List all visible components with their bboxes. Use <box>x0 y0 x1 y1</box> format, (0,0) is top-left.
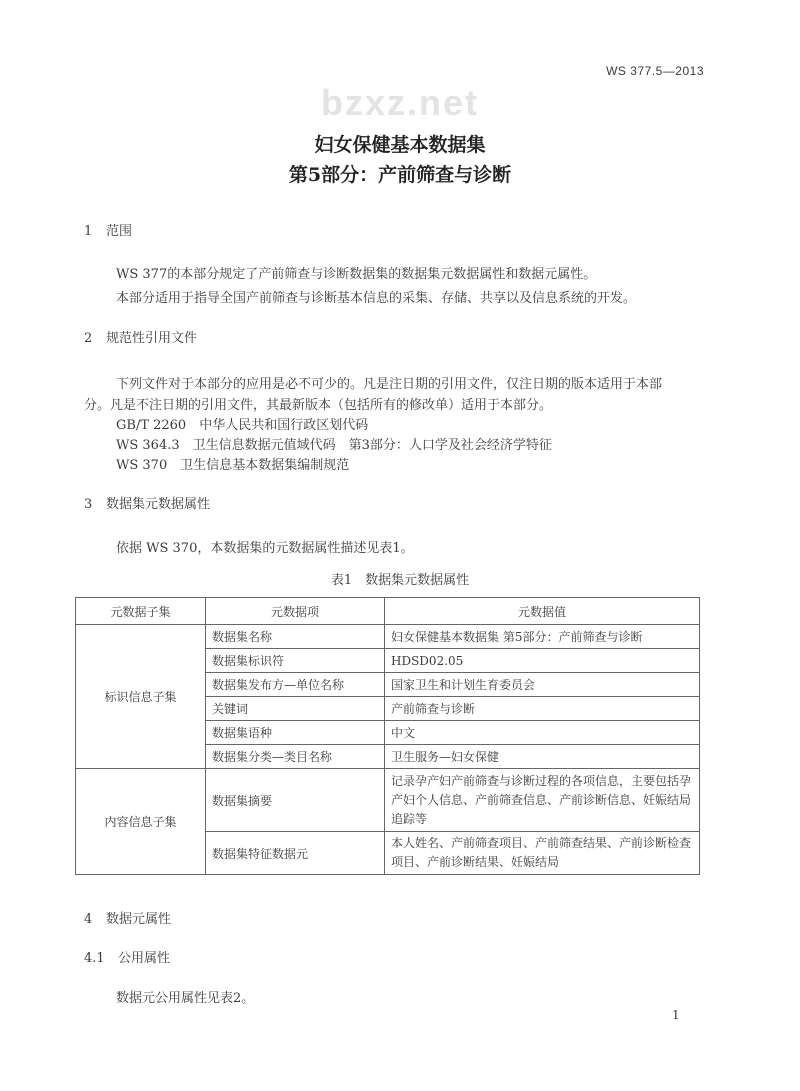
doc-subtitle: 第5部分：产前筛查与诊断 <box>288 164 512 186</box>
item-cell: 关键词 <box>206 697 385 721</box>
section-title: 规范性引用文件 <box>106 331 198 346</box>
section-title: 公用属性 <box>118 951 171 966</box>
section-number: 4.1 <box>84 951 105 966</box>
value-cell: HDSD02.05 <box>385 649 700 673</box>
section-2-heading <box>84 327 197 346</box>
paragraph: WS 377的本部分规定了产前筛查与诊断数据集的数据集元数据属性和数据元属性。 <box>116 267 597 282</box>
column-header: 元数据值 <box>385 598 700 625</box>
paragraph: 数据元公用属性见表2。 <box>116 991 255 1006</box>
reference-item: WS 364.3 卫生信息数据元值域代码 第3部分：人口学及社会经济学特征 <box>116 438 552 453</box>
table-row <box>76 625 700 649</box>
section-title: 数据集元数据属性 <box>106 497 211 512</box>
value-cell: 国家卫生和计划生育委员会 <box>385 673 700 697</box>
column-header: 元数据子集 <box>76 598 206 625</box>
section-title: 范围 <box>106 224 133 239</box>
value-cell: 记录孕产妇产前筛查与诊断过程的各项信息，主要包括孕产妇个人信息、产前筛查信息、产前诊断信息、妊娠结局追踪等 <box>385 769 700 832</box>
table-caption: 表1 数据集元数据属性 <box>330 573 470 588</box>
section-number: 3 <box>84 497 93 512</box>
table-header-row <box>76 598 700 625</box>
value-cell: 中文 <box>385 721 700 745</box>
paragraph: 依据 WS 370，本数据集的元数据属性描述见表1。 <box>116 541 414 556</box>
subset-cell: 标识信息子集 <box>76 625 206 769</box>
item-cell: 数据集特征数据元 <box>206 832 385 875</box>
item-cell: 数据集名称 <box>206 625 385 649</box>
section-number: 1 <box>84 224 93 239</box>
watermark: bzxz.net <box>320 82 479 123</box>
item-cell: 数据集分类—类目名称 <box>206 745 385 769</box>
reference-item: WS 370 卫生信息基本数据集编制规范 <box>116 458 350 473</box>
paragraph: 下列文件对于本部分的应用是必不可少的。凡是注日期的引用文件，仅注日期的版本适用于本部 <box>116 377 663 392</box>
value-cell: 产前筛查与诊断 <box>385 697 700 721</box>
page-number: 1 <box>672 1008 680 1022</box>
section-1-heading <box>84 220 132 239</box>
value-cell: 本人姓名、产前筛查项目、产前筛查结果、产前诊断检查项目、产前诊断结果、妊娠结局 <box>385 832 700 875</box>
doc-title: 妇女保健基本数据集 <box>314 134 486 156</box>
value-cell: 卫生服务—妇女保健 <box>385 745 700 769</box>
standard-code: WS 377.5—2013 <box>606 64 704 78</box>
reference-item: GB/T 2260 中华人民共和国行政区划代码 <box>116 418 369 433</box>
table-row <box>76 769 700 832</box>
section-4-heading <box>84 908 171 927</box>
item-cell: 数据集语种 <box>206 721 385 745</box>
section-title: 数据元属性 <box>106 912 172 927</box>
value-cell: 妇女保健基本数据集 第5部分：产前筛查与诊断 <box>385 625 700 649</box>
section-number: 2 <box>84 331 93 346</box>
paragraph: 本部分适用于指导全国产前筛查与诊断基本信息的采集、存储、共享以及信息系统的开发。 <box>116 291 637 306</box>
paragraph: 分。凡是不注日期的引用文件，其最新版本（包括所有的修改单）适用于本部分。 <box>84 398 553 413</box>
subset-cell: 内容信息子集 <box>76 769 206 875</box>
metadata-table <box>75 597 700 875</box>
section-4-1-heading <box>84 947 170 966</box>
section-number: 4 <box>84 912 93 927</box>
section-3-heading <box>84 493 210 512</box>
item-cell: 数据集发布方—单位名称 <box>206 673 385 697</box>
column-header: 元数据项 <box>206 598 385 625</box>
item-cell: 数据集标识符 <box>206 649 385 673</box>
item-cell: 数据集摘要 <box>206 769 385 832</box>
